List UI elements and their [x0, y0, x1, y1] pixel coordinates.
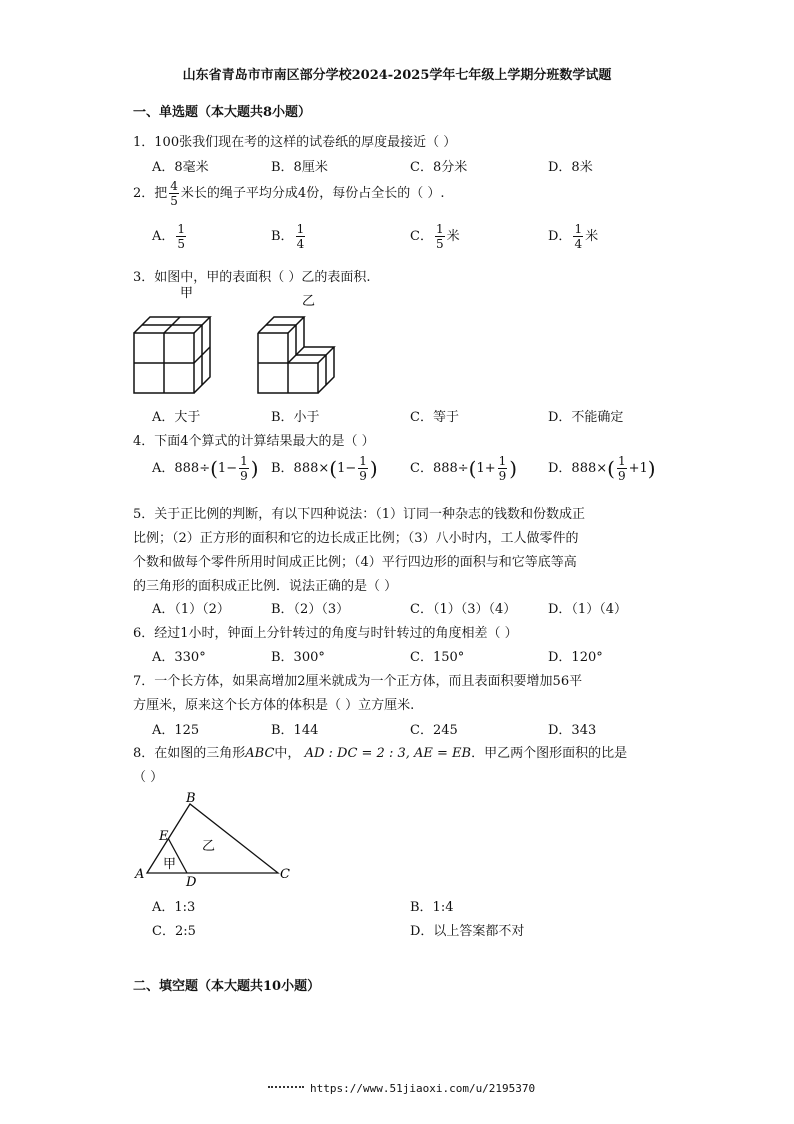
section-heading-2: 二、填空题（本大题共10小题）: [133, 979, 321, 994]
cube-yi: [258, 317, 334, 393]
q5-option-a[interactable]: A．（1）（2）: [152, 602, 230, 617]
q4-option-d[interactable]: D．888×( $\frac{1}{9}$ +1): [548, 454, 656, 483]
q1-option-c[interactable]: C．8分米: [410, 160, 468, 175]
point-a-label: A: [135, 867, 145, 882]
footer-logo-icon: [268, 1086, 304, 1092]
point-b-label: B: [186, 791, 196, 806]
q7-option-a[interactable]: A．125: [152, 723, 200, 738]
question-5-line-4: 的三角形的面积成正比例．说法正确的是（ ）: [133, 579, 398, 594]
q7-option-b[interactable]: B．144: [271, 723, 319, 738]
q6-option-c[interactable]: C．150°: [410, 650, 465, 665]
q2-fraction: $\frac{4}{5}$: [170, 179, 178, 208]
q3-option-d[interactable]: D．不能确定: [548, 410, 624, 425]
page-title: 山东省青岛市市南区部分学校2024-2025学年七年级上学期分班数学试题: [182, 68, 612, 83]
q3-option-b[interactable]: B．小于: [271, 410, 320, 425]
q8-option-d[interactable]: D．以上答案都不对: [410, 924, 525, 939]
question-2-stem: [133, 180, 444, 207]
q7-option-c[interactable]: C．245: [410, 723, 458, 738]
question-6-stem: 6．经过1小时，钟面上分针转过的角度与时针转过的角度相差（ ）: [133, 626, 518, 641]
section-heading-1: 一、单选题（本大题共8小题）: [133, 105, 312, 120]
footer-link[interactable]: https://www.51jiaoxi.com/u/2195370: [268, 1082, 535, 1095]
q4-option-b[interactable]: B．888×(1− $\frac{1}{9}$ ): [271, 454, 378, 483]
region-jia-label: 甲: [163, 857, 177, 872]
q1-option-d[interactable]: D．8米: [548, 160, 593, 175]
q2-stem-post: 米长的绳子平均分成4份，每份占全长的（ ）.: [180, 186, 445, 201]
q6-option-b[interactable]: B．300°: [271, 650, 325, 665]
q8-option-c[interactable]: C．2:5: [152, 924, 196, 939]
question-1-stem: 1．100张我们现在考的这样的试卷纸的厚度最接近（ ）: [133, 135, 457, 150]
question-5-line-3: 个数和做每个零件所用时间成正比例；（4）平行四边形的面积与和它等底等高: [133, 555, 577, 570]
q2-option-d[interactable]: D． $\frac{1}{4}$ 米: [548, 222, 599, 251]
label-jia: 甲: [180, 286, 194, 301]
point-d-label: D: [186, 875, 197, 888]
q8-triangle-figure: [130, 788, 300, 888]
q8-option-b[interactable]: B．1:4: [410, 900, 454, 915]
region-yi-label: 乙: [202, 839, 216, 854]
q2-option-c[interactable]: C． $\frac{1}{5}$ 米: [410, 222, 460, 251]
q3-option-c[interactable]: C．等于: [410, 410, 459, 425]
q5-option-d[interactable]: D．（1）（4）: [548, 602, 627, 617]
point-e-label: E: [159, 829, 169, 844]
q2-stem-pre: 2．把: [133, 186, 168, 201]
q5-option-b[interactable]: B．（2）（3）: [271, 602, 350, 617]
question-5-line-1: 5．关于正比例的判断，有以下四种说法：（1）订同一种杂志的钱数和份数成正: [133, 507, 586, 522]
question-7-line-2: 方厘米，原来这个长方体的体积是（ ）立方厘米.: [133, 698, 415, 713]
question-3-stem: 3．如图中，甲的表面积（ ）乙的表面积.: [133, 270, 371, 285]
q4-option-c[interactable]: C．888÷(1+ $\frac{1}{9}$ ): [410, 454, 518, 483]
q4-option-a[interactable]: A．888÷(1− $\frac{1}{9}$ ): [152, 454, 259, 483]
question-4-stem: 4．下面4个算式的计算结果最大的是（ ）: [133, 434, 375, 449]
q2-option-a[interactable]: A． $\frac{1}{5}$: [152, 222, 186, 251]
cube-jia: [134, 317, 210, 393]
q5-option-c[interactable]: C．（1）（3）（4）: [410, 602, 517, 617]
q1-option-b[interactable]: B．8厘米: [271, 160, 328, 175]
q6-option-d[interactable]: D．120°: [548, 650, 603, 665]
question-7-line-1: 7．一个长方体，如果高增加2厘米就成为一个正方体，而且表面积要增加56平: [133, 674, 583, 689]
q6-option-a[interactable]: A．330°: [152, 650, 206, 665]
point-c-label: C: [280, 867, 290, 882]
question-5-line-2: 比例；（2）正方形的面积和它的边长成正比例；（3）八小时内，工人做零件的: [133, 531, 579, 546]
q2-option-b[interactable]: B． $\frac{1}{4}$: [271, 222, 305, 251]
q3-option-a[interactable]: A．大于: [152, 410, 201, 425]
q7-option-d[interactable]: D．343: [548, 723, 597, 738]
q1-option-a[interactable]: A．8毫米: [152, 160, 209, 175]
question-8-line-2: （ ）: [133, 770, 164, 785]
q8-option-a[interactable]: A．1:3: [152, 900, 196, 915]
q3-cubes-figure: [130, 285, 360, 401]
label-yi: 乙: [302, 294, 316, 309]
question-8-stem: 8．在如图的三角形ABC中， AD : DC = 2 : 3, AE = EB．甲乙两个图形面积的比是: [133, 746, 628, 761]
